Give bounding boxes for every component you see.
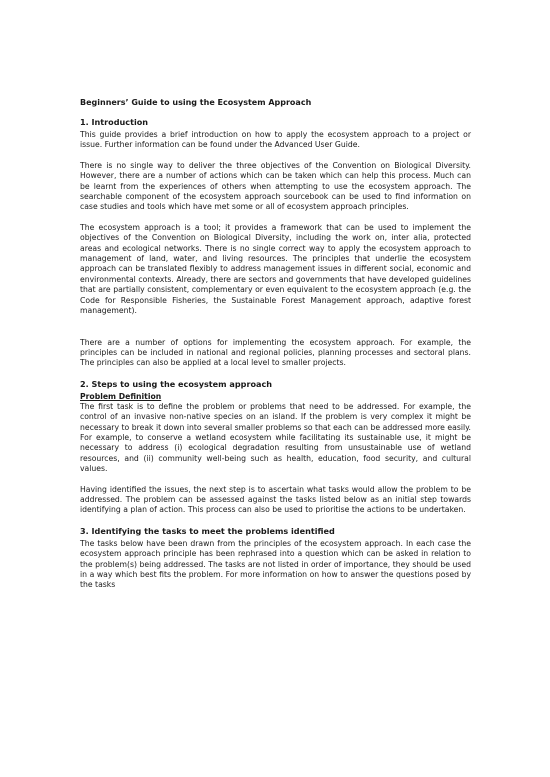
document-body (80, 97, 471, 591)
document-title: Beginners’ Guide to using the Ecosystem Approach (80, 98, 312, 107)
section-heading-steps: 2. Steps to using the ecosystem approach (80, 378, 273, 389)
section-heading-introduction: 1. Introduction (80, 117, 149, 127)
paragraph: The first task is to define the problem or problems that need to be addressed. For example, the control of an invasive non-native species on an island. If the problem is very complex it might be necessary to break it down into several smaller problems so that each can be addressed more easily. For example, to conserve a wetland ecosystem while facilitating its sustainable use, it might be necessary to address (i) ecological degradation resulting from unsustainable use of wetland resources, and (ii) community well-being such as health, education, food security, and cultural values. (80, 401, 471, 474)
paragraph: The ecosystem approach is a tool; it provides a framework that can be used to implement the objectives of the Convention on Biological Diversity, including the work on, inter alia, protected areas and ecological networks. There is no single correct way to apply the ecosystem approach to management of land, water, and living resources. The principles that underlie the ecosystem approach can be translated flexibly to address management issues in different social, economic and environmental contexts. Already, there are sectors and governments that have developed guidelines that are partially consistent, complementary or even equivalent to the ecosystem approach (e.g. the Code for Responsible Fisheries, the Sustainable Forest Management approach, adaptive forest management). (80, 222, 471, 316)
subheading-problem-definition: Problem Definition (80, 391, 162, 401)
paragraph: The tasks below have been drawn from the principles of the ecosystem approach. In each case the ecosystem approach principle has been rephrased into a question which can be asked in relation to the problem(s) being addressed. The tasks are not listed in order of importance, they should be used in a way which best fits the problem. For more information on how to answer the questions posed by the tasks (80, 538, 471, 590)
paragraph: This guide provides a brief introduction on how to apply the ecosystem approach to a project or issue. Further information can be found under the Advanced User Guide. (80, 130, 471, 150)
paragraph: There is no single way to deliver the three objectives of the Convention on Biological Diversity. However, there are a number of actions which can be taken which can help this process. Much can be learnt from the experiences of others when attempting to use the ecosystem approach. The searchable component of the ecosystem approach sourcebook can be used to find information on case studies and tools which have met some or all of ecosystem approach principles. (80, 160, 471, 212)
section-heading-identifying-tasks: 3. Identifying the tasks to meet the problems identified (80, 525, 335, 536)
paragraph: Having identified the issues, the next step is to ascertain what tasks would allow the problem to be addressed. The problem can be assessed against the tasks listed below as an initial step towards identifying a plan of action. This process can also be used to prioritise the actions to be undertaken. (80, 484, 471, 515)
paragraph: There are a number of options for implementing the ecosystem approach. For example, the principles can be included in national and regional policies, planning processes and sectoral plans. The principles can also be applied at a local level to smaller projects. (80, 337, 471, 368)
